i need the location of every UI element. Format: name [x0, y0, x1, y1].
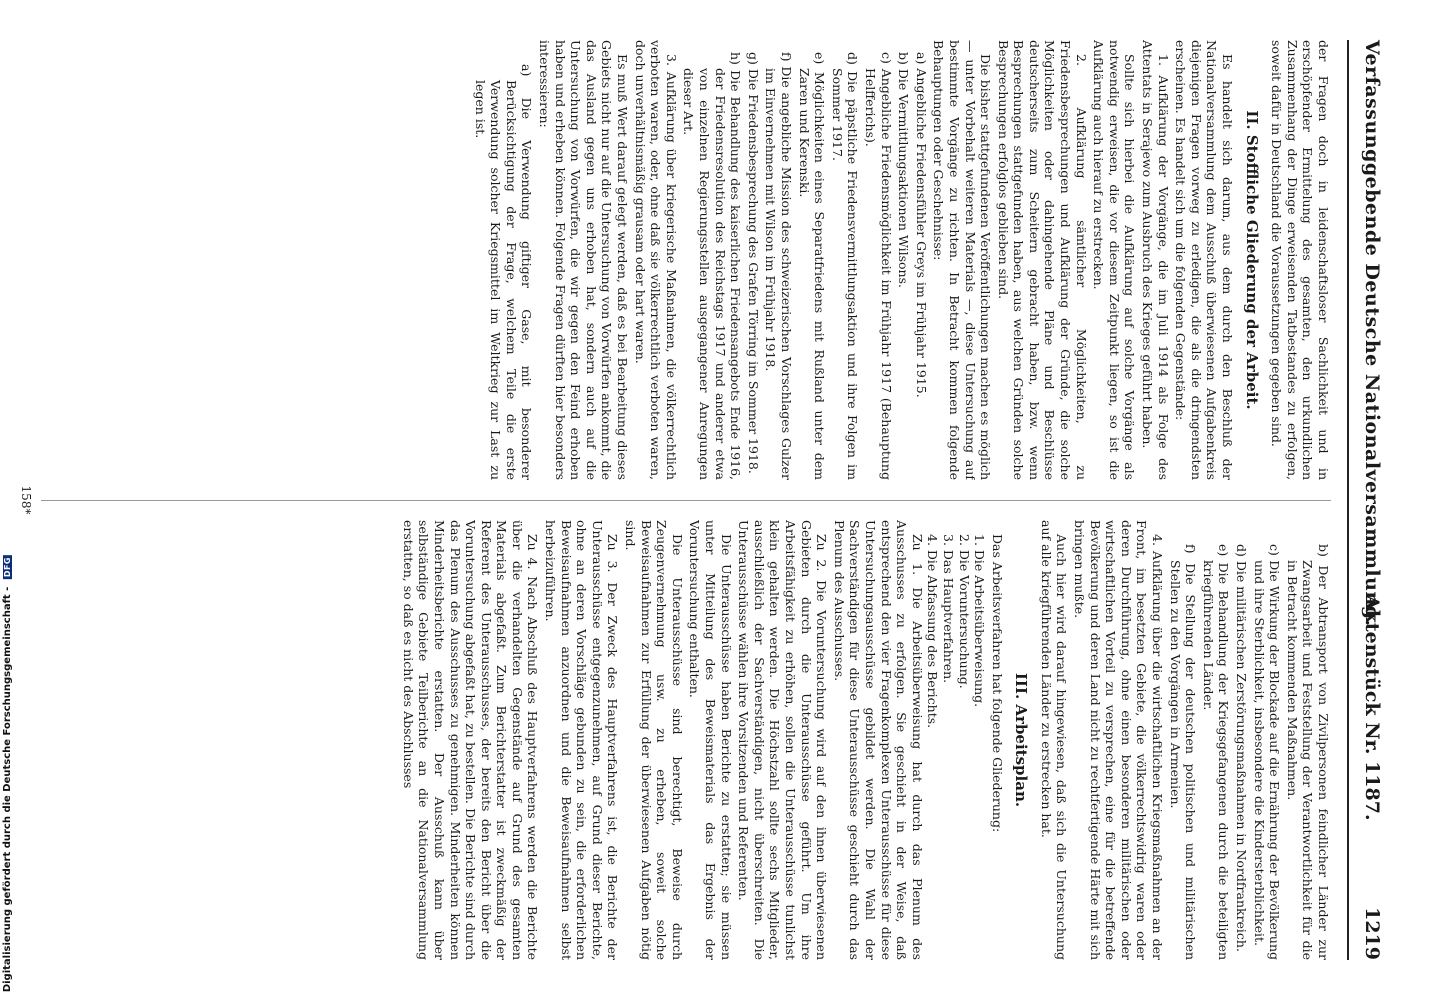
page-number: 1219 — [1361, 907, 1383, 960]
list-item: c) Die Wirkung der Blockade auf die Ernährung der Bevölkerung und ihre Sterblichkeit, insbesondere die Kindersterblichkeit. — [1251, 544, 1283, 960]
list-item: e) Möglichkeiten eines Separatfriedens mit Rußland unter dem Zaren und Kerenski. — [796, 52, 828, 480]
paragraph: Auch hier wird darauf hingewiesen, daß sich die Untersuchung auf alle kriegführenden Länder zu erstrecken hat. — [1038, 520, 1070, 960]
paragraph: Sollte sich hierbei die Aufklärung auf solche Vorgänge als notwendig erweisen, die vor diesem Zeitpunkt liegen, so ist die Aufklärung auch hierauf zu erstrecken. — [1091, 40, 1138, 480]
running-header — [1349, 40, 1389, 960]
paragraph: Zu 2. Die Voruntersuchung wird auf den ihnen überwiesenen Gebieten durch die Unterausschüsse geführt. Um ihre Arbeitsfähigkeit zu erhöhen, sollen die Unterausschüsse tunlichst klein gehalten werden. Die Höchstzahl sollte sechs Mitglieder, ausschließlich der Sachverständigen, nicht überschreiten. Die Unterausschüsse wählen ihre Vorsitzenden und Referenten. — [736, 520, 830, 960]
list-item: f) Die Stellung der deutschen politischen und militärischen Stellen zu den Vorgängen in Armenien. — [1167, 544, 1199, 960]
digitization-text: Digitalisierung gefördert durch die Deutsche Forschungsgemeinschaft - — [2, 586, 13, 992]
paragraph: Zu 1. Die Arbeitsüberweisung hat durch das Plenum des Ausschusses zu erfolgen. Sie geschieht in der Weise, daß entsprechend den vier Fragenkomplexen Unterausschüsse für diese Untersuchungsausschüsse gebildet werden. Die Wahl der Sachverständigen für diese Unterausschüsse geschieht durch das Plenum des Ausschusses. — [831, 520, 925, 960]
paragraph: Die bisher stattgefundenen Veröffentlichungen machen es möglich — unter Vorbehalt weiteren Materials —, diese Untersuchung auf bestimmte Vorgänge zu richten. In Betracht kommen folgende Behauptungen oder Geschehnisse: — [931, 40, 994, 480]
list-item: d) Die militärischen Zerstörungsmaßnahmen in Nordfrankreich. — [1234, 544, 1250, 952]
paragraph: 4. Aufklärung über die wirtschaftlichen Kriegsmaßnahmen an der Front, im besetzten Gebiete, die völkerrechtswidrig waren oder deren Durchführung, ohne einen besonderen militärischen oder wirtschaftlichen Vorteil zu versprechen, eine für die betreffende Bevölkerung und deren Land nicht zu rechtfertigende Härte mit sich bringen mußte. — [1072, 520, 1166, 960]
list-item: g) Die Friedensbesprechung des Grafen Törring im Sommer 1918. — [745, 52, 761, 474]
paragraph: 3. Aufklärung über kriegerische Maßnahmen, die völkerrechtlich verboten waren, oder, ohne daß sie völkerrechtlich verboten waren, doch unverhältnismäßig grausam oder hart waren. — [632, 40, 679, 480]
list-item: e) Die Behandlung der Kriegsgefangenen durch die beteiligten kriegführenden Länder. — [1200, 544, 1232, 960]
paragraph: Die Unterausschüsse haben Berichte zu erstatten; sie müssen unter Mitteilung des Beweismaterials das Ergebnis der Voruntersuchung enthalten. — [687, 520, 734, 960]
list-item: b) Der Abtransport von Zivilpersonen feindlicher Länder zur Zwangsarbeit und Feststellung der Verantwortlichkeit für die in Betracht kommenden Maßnahmen. — [1284, 544, 1331, 960]
paragraph: der Fragen doch in leidenschaftsloser Sachlichkeit und in erschöpfender Ermittelung des gesamten, den urkundlichen Zusammenhang der Dinge erweisenden Tatbestandes zu erfolgen, soweit dafür in Deutschland die Voraussetzungen gegeben sind. — [1269, 40, 1331, 480]
document-number: Aktenstück Nr. 1187. — [1361, 595, 1383, 821]
paragraph: 2. Aufklärung sämtlicher Möglichkeiten, zu Friedensbesprechungen und Aufklärung der Gründe, die solche Möglichkeiten oder dahingehende Pläne und Beschlüsse deutscherseits zum Scheitern gebracht haben, bzw. wenn Besprechungen stattgefunden haben, aus welchen Gründen solche Besprechungen erfolglos geblieben sind. — [995, 40, 1089, 480]
column-divider — [41, 500, 1331, 501]
document-page — [19, 40, 1389, 960]
digitization-note — [2, 555, 13, 992]
list-item: 3. Das Hauptverfahren. — [940, 534, 956, 684]
paragraph: Es handelt sich darum, aus dem durch den Beschluß der Nationalversammlung dem Ausschuß überwiesenen Aufgabenkreis diejenigen Fragen vorweg zu erledigen, die als die dringendsten erscheinen. Es handelt sich um die folgenden Gegenstände: — [1173, 40, 1236, 480]
list-item: d) Die päpstliche Friedensvermittlungsaktion und ihre Folgen im Sommer 1917. — [829, 52, 861, 480]
list-item: 2. Die Voruntersuchung. — [956, 534, 972, 689]
list-item: 4. Die Abfassung des Berichts. — [925, 534, 941, 729]
list-item: c) Angebliche Friedensmöglichkeit im Frühjahr 1917 (Behauptung Helfferichs). — [862, 52, 894, 480]
paragraph: Zu 4. Nach Abschluß des Hauptverfahrens werden die Berichte über die verhandelten Gegenstände auf Grund des gesamten Materials abgefaßt. Zum Berichterstatter ist zweckmäßig der Referent des Unterausschusses, der bereits den Bericht über die Voruntersuchung abgefaßt hat, zu bestellen. Die Berichte sind durch das Plenum des Ausschusses zu genehmigen. Minderheiten können Minderheitsberichte erstatten. Der Ausschuß kann über selbständige Gebiete Teilberichte an die Nationalversammlung erstatten, so daß es nicht des Abschlusses — [400, 520, 541, 960]
section-heading: II. Stoffliche Gliederung der Arbeit. — [1242, 110, 1261, 410]
left-column — [41, 40, 1331, 480]
list-item: a) Angebliche Friedensfühler Greys im Frühjahr 1915. — [913, 52, 929, 398]
list-item: h) Die Behandlung des kaiserlichen Friedensangebots Ende 1916, der Friedensresolution des Reichstags 1917 und anderer etwa von einzelnen Regierungsstellen ausgegangener Anregungen dieser Art. — [681, 52, 744, 480]
right-column — [41, 520, 1331, 960]
paragraph: Es muß Wert darauf gelegt werden, daß es bei Bearbeitung dieses Gebiets nicht nur auf die Untersuchung von Vorwürfen ankommt, die das Ausland gegen uns erhoben hat, sondern auch auf die Untersuchung von Vorwürfen, die wir gegen den Feind erhoben haben und erheben können. Folgende Fragen dürften hier besonders interessieren: — [537, 40, 631, 480]
paragraph: 1. Aufklärung der Vorgänge, die im Juli 1914 als Folge des Attentats in Serajewo zum Ausbruch des Krieges geführt haben. — [1140, 40, 1171, 480]
list-item: a) Die Verwendung giftiger Gase, mit besonderer Berücksichtigung der Frage, welchem Teile die erste Verwendung solcher Kriegsmittel im Weltkrieg zur Last zu legen ist. — [472, 64, 535, 480]
list-item: f) Die angebliche Mission des schweizerischen Vorschlages Gulzer im Einvernehmen mit Wilson im Frühjahr 1918. — [763, 52, 794, 480]
list-item: 1. Die Arbeitsüberweisung. — [972, 534, 988, 708]
paragraph: Das Arbeitsverfahren hat folgende Gliederung: — [989, 534, 1005, 833]
signature-mark: 158* — [19, 485, 33, 515]
paragraph: Die Unterausschüsse sind berechtigt, Beweise durch Zeugenvernehmung usw. zu erheben, soweit solche Beweisaufnahmen zur Erfüllung der überwiesenen Aufgaben nötig sind. — [623, 520, 685, 960]
section-heading: III. Arbeitsplan. — [1012, 672, 1031, 808]
paragraph: Zu 3. Der Zweck des Hauptverfahrens ist, die Berichte der Unterausschüsse entgegenzunehmen, auf Grund dieser Berichte, ohne an deren Vorschläge gebunden zu sein, die erforderlichen Beweisaufnahmen anzuordnen und die Beweisaufnahmen selbst herbeizuführen. — [543, 520, 621, 960]
list-item: b) Die Vermittlungsaktionen Wilsons. — [896, 52, 912, 288]
dfg-logo: DFG — [3, 556, 12, 577]
publication-title: Verfassunggebende Deutsche Nationalversammlung. — [1361, 40, 1383, 627]
header-rule — [1347, 40, 1349, 960]
